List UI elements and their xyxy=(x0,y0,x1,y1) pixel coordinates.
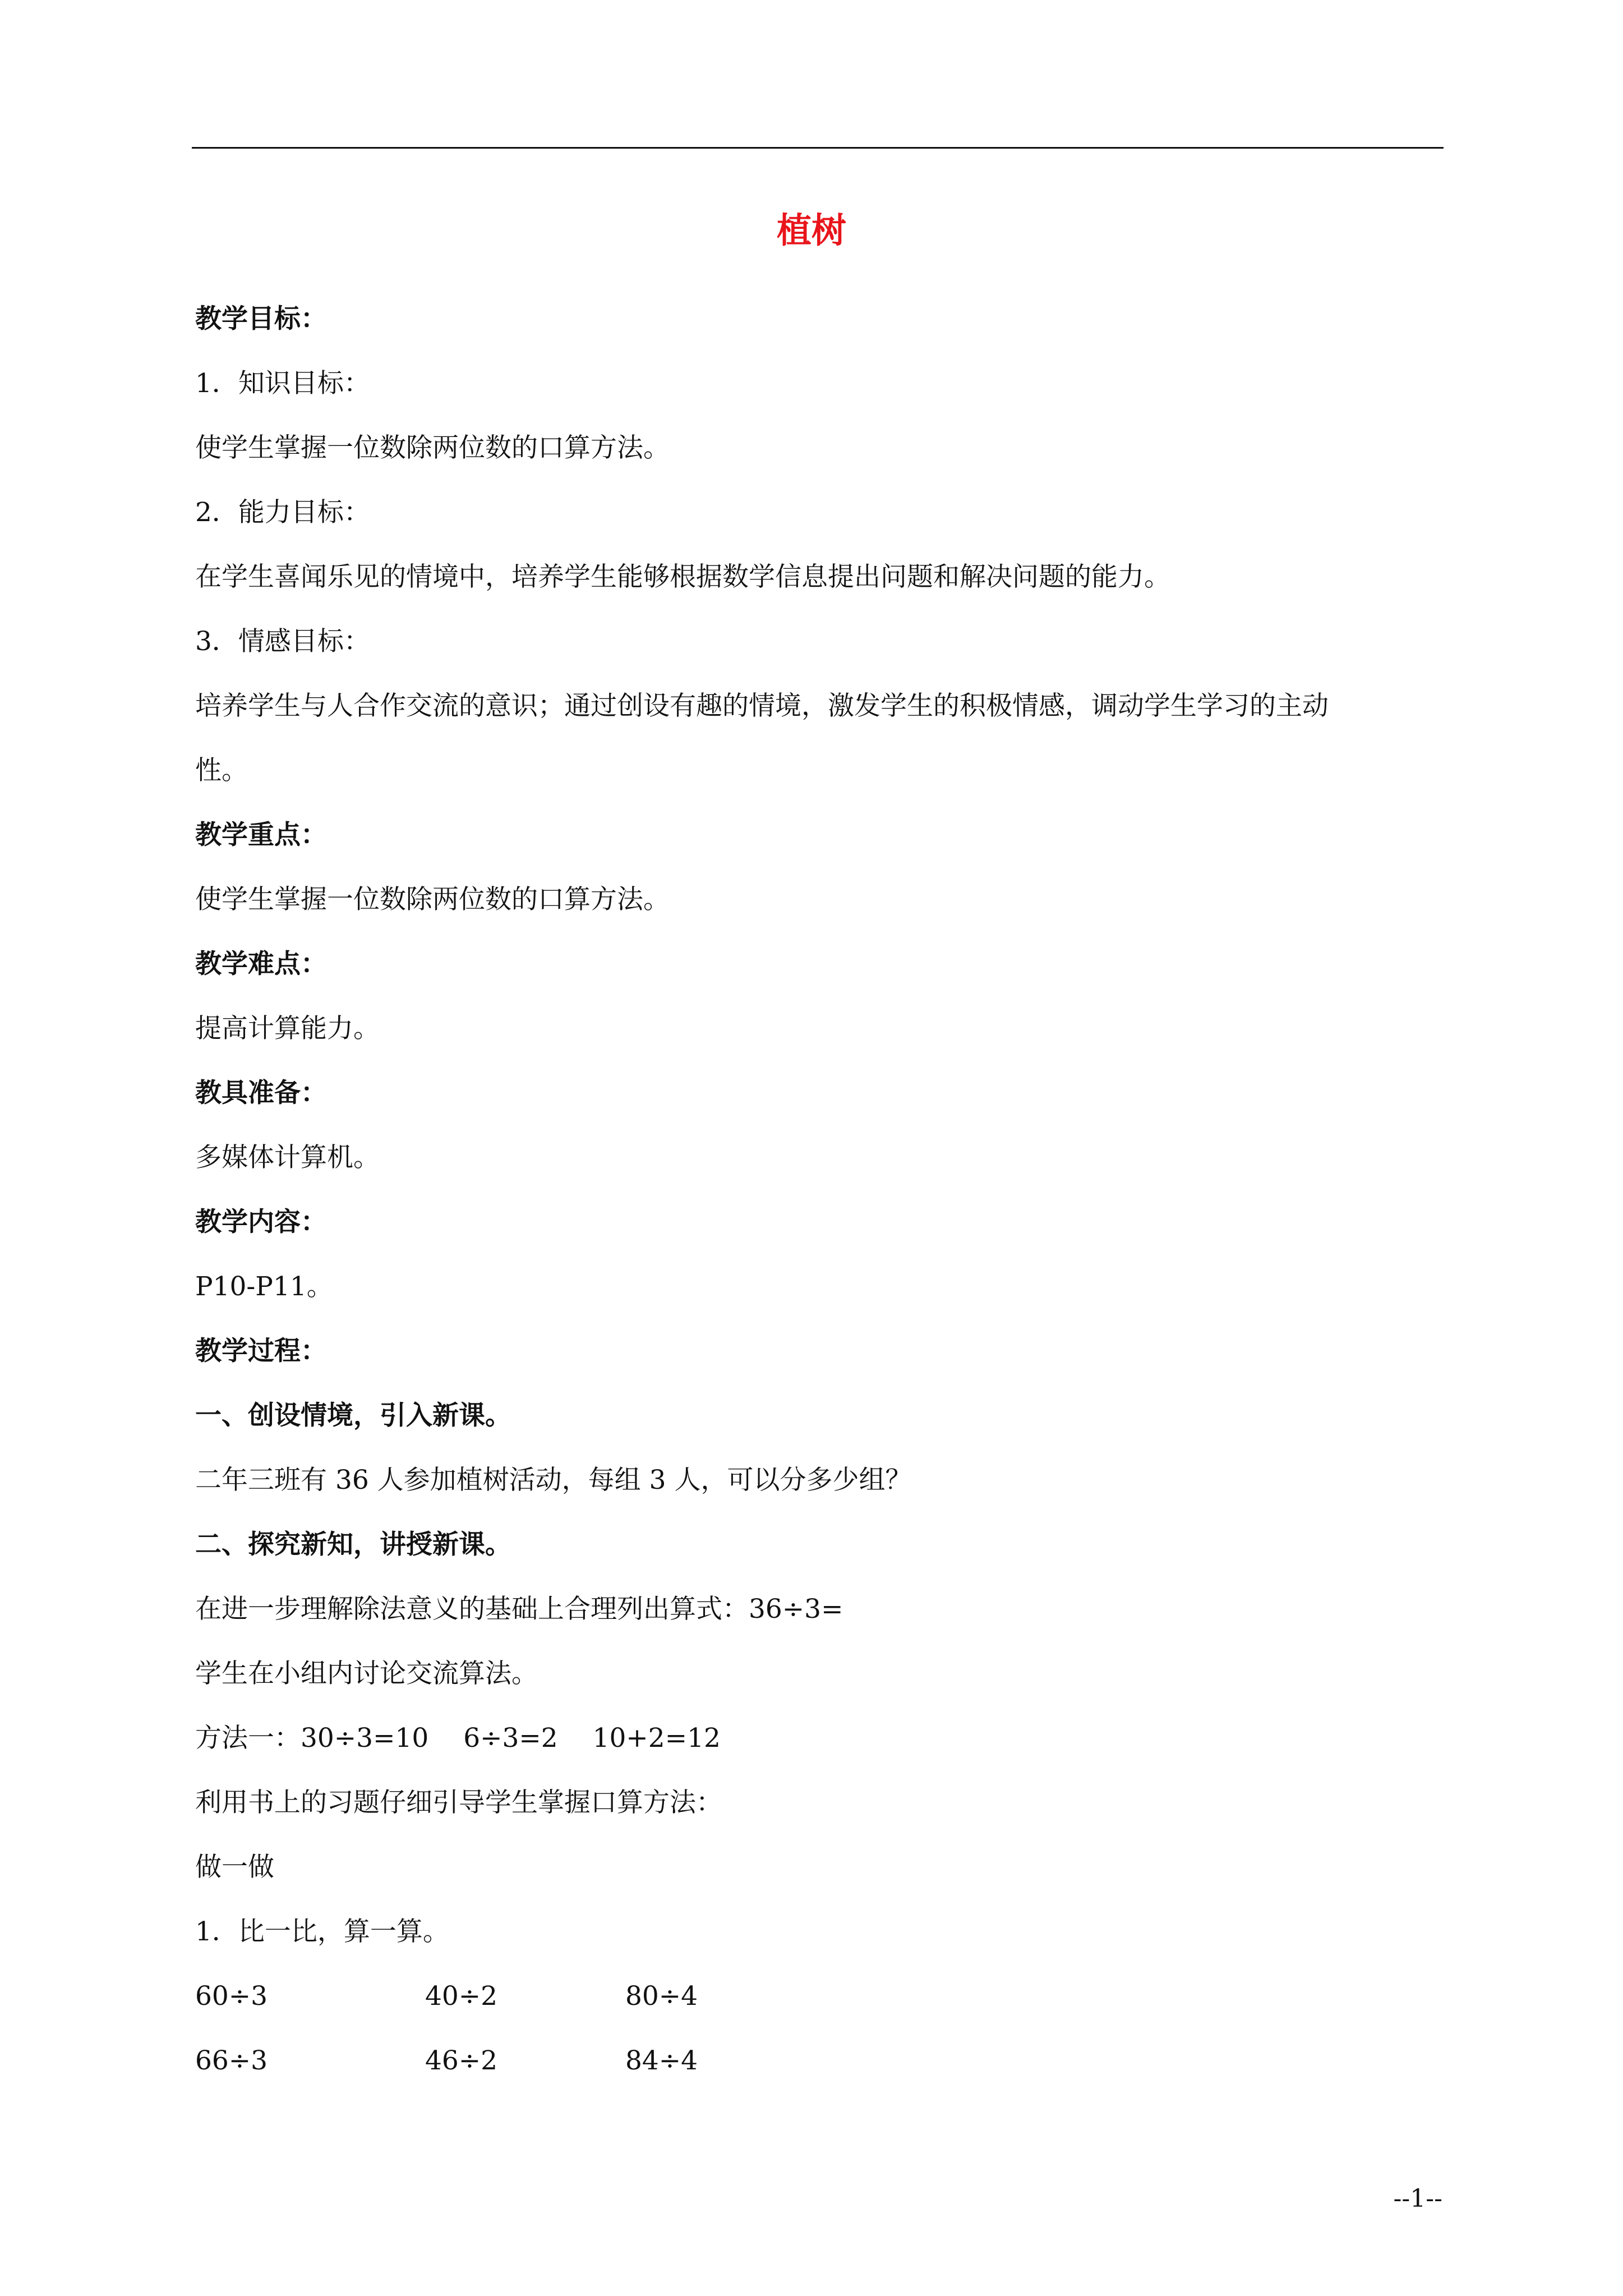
goal3-text-line1: 培养学生与人合作交流的意识；通过创设有趣的情境，激发学生的积极情感，调动学生学习的主动 xyxy=(195,691,1329,721)
exercise-item: 40÷2 xyxy=(425,1981,498,2012)
document-title: 植树 xyxy=(776,210,846,251)
guide-text: 利用书上的习题仔细引导学生掌握口算方法： xyxy=(195,1787,722,1818)
header-rule xyxy=(192,147,1444,149)
method1-text: 方法一：30÷3=10 6÷3=2 10+2=12 xyxy=(195,1723,721,1754)
content-text: P10-P11。 xyxy=(195,1271,333,1302)
process-heading: 教学过程： xyxy=(195,1336,327,1366)
step1-heading: 一、创设情境，引入新课。 xyxy=(195,1400,511,1431)
difficulty-text: 提高计算能力。 xyxy=(195,1013,380,1044)
exercise-item: 80÷4 xyxy=(625,1981,698,2012)
goal1-text: 使学生掌握一位数除两位数的口算方法。 xyxy=(195,432,670,463)
key-point-heading: 教学重点： xyxy=(195,820,327,850)
exercise-row-2 xyxy=(0,2047,1623,2076)
exercise-row-1 xyxy=(0,1983,1623,2011)
exercise1-heading: 1．比一比，算一算。 xyxy=(195,1916,449,1947)
content-heading: 教学内容： xyxy=(195,1207,327,1237)
step2-text1: 在进一步理解除法意义的基础上合理列出算式：36÷3= xyxy=(195,1594,843,1625)
exercise-item: 60÷3 xyxy=(195,1981,268,2012)
goal1-heading: 1．知识目标： xyxy=(195,368,370,399)
exercise-item: 46÷2 xyxy=(425,2045,498,2076)
page-number: --1-- xyxy=(1393,2184,1442,2213)
goals-heading: 教学目标： xyxy=(195,303,327,334)
tools-text: 多媒体计算机。 xyxy=(195,1142,380,1173)
goal2-heading: 2．能力目标： xyxy=(195,497,370,528)
step2-text2: 学生在小组内讨论交流算法。 xyxy=(195,1658,538,1689)
tools-heading: 教具准备： xyxy=(195,1078,327,1108)
exercise-item: 84÷4 xyxy=(625,2045,698,2076)
exercise-item: 66÷3 xyxy=(195,2045,268,2076)
step1-text: 二年三班有 36 人参加植树活动，每组 3 人，可以分多少组？ xyxy=(195,1465,912,1496)
key-point-text: 使学生掌握一位数除两位数的口算方法。 xyxy=(195,884,670,915)
practice-heading: 做一做 xyxy=(195,1852,274,1883)
step2-heading: 二、探究新知，讲授新课。 xyxy=(195,1529,511,1560)
goal2-text: 在学生喜闻乐见的情境中，培养学生能够根据数学信息提出问题和解决问题的能力。 xyxy=(195,562,1170,592)
goal3-text-line2: 性。 xyxy=(195,755,248,786)
difficulty-heading: 教学难点： xyxy=(195,949,327,979)
goal3-heading: 3．情感目标： xyxy=(195,626,370,657)
